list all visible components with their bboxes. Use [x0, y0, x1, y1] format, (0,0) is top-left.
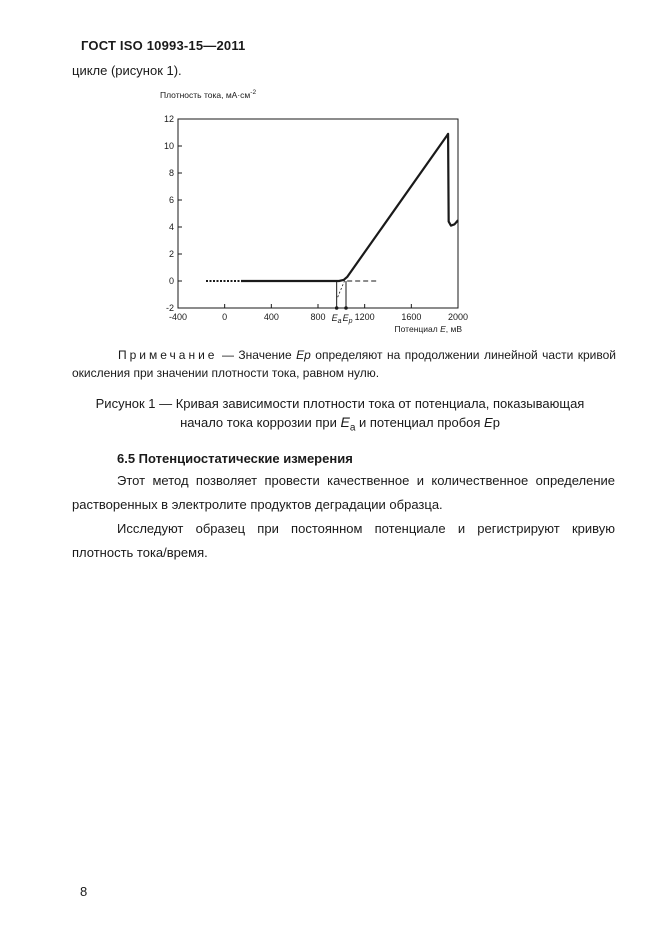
- x-tick-label: 0: [222, 312, 228, 322]
- plot-frame: [178, 119, 458, 308]
- note-var: Ep: [296, 348, 311, 362]
- ep-marker-dot: [344, 306, 348, 310]
- y-tick-label: 2: [168, 249, 174, 259]
- y-ticks: [164, 114, 182, 313]
- standard-header: ГОСТ ISO 10993-15—2011: [81, 38, 246, 53]
- y-tick-label: 6: [168, 195, 174, 205]
- polarization-curve: [206, 134, 458, 281]
- linear-extension: [338, 280, 345, 298]
- y-tick-label: 12: [163, 114, 174, 124]
- x-tick-label: 2000: [447, 312, 469, 322]
- note-label: Примечание: [118, 348, 218, 362]
- paragraph-1: Этот метод позволяет провести качественное и количественное определение растворенных в электролите продуктов деградации образца.: [72, 473, 615, 512]
- y-tick-label: -2: [165, 303, 174, 313]
- y-tick-label: 4: [168, 222, 174, 232]
- caption-line-1: Рисунок 1 — Кривая зависимости плотности тока от потенциала, показывающая: [95, 396, 585, 411]
- y-tick-label: 0: [168, 276, 174, 286]
- ea-marker-dot: [335, 306, 339, 310]
- x-axis-label: Потенциал E, мВ: [394, 324, 462, 334]
- paragraph-2: Исследуют образец при постоянном потенциале и регистрируют кривую плотность тока/время.: [72, 521, 615, 560]
- y-tick-label: 10: [163, 141, 174, 151]
- page-number: 8: [80, 884, 88, 899]
- current-curve: [241, 134, 458, 281]
- lead-text: цикле (рисунок 1).: [72, 63, 182, 78]
- x-tick-label: 400: [263, 312, 279, 322]
- caption-line-2: начало тока коррозии при $E_a$ и потенциал пробоя Ep: [180, 414, 500, 434]
- ea-marker-label: $E_a$: [331, 313, 342, 325]
- section-title: 6.5 Потенциостатические измерения: [117, 451, 353, 466]
- figure-caption: [60, 395, 620, 438]
- ea-ep-markers: [335, 280, 348, 310]
- x-tick-label: 1600: [401, 312, 422, 322]
- figure-note: [72, 346, 616, 382]
- note-dash: — Значение: [217, 348, 297, 362]
- x-tick-label: -400: [168, 312, 188, 322]
- x-ticks: [169, 304, 468, 322]
- y-axis-label: Плотность тока, $мА\cdot см^{-2}$: [160, 89, 257, 100]
- current-density-chart: [150, 84, 470, 340]
- x-tick-label: 800: [310, 312, 326, 322]
- ep-marker-label: $E_p$: [342, 313, 353, 325]
- note-text: определяют на продолжении линейной части кривой окисления при значении плотности тока, равном нулю.: [72, 348, 617, 380]
- chart-axes: [178, 119, 458, 308]
- y-tick-label: 8: [168, 168, 174, 178]
- x-tick-label: 1200: [354, 312, 375, 322]
